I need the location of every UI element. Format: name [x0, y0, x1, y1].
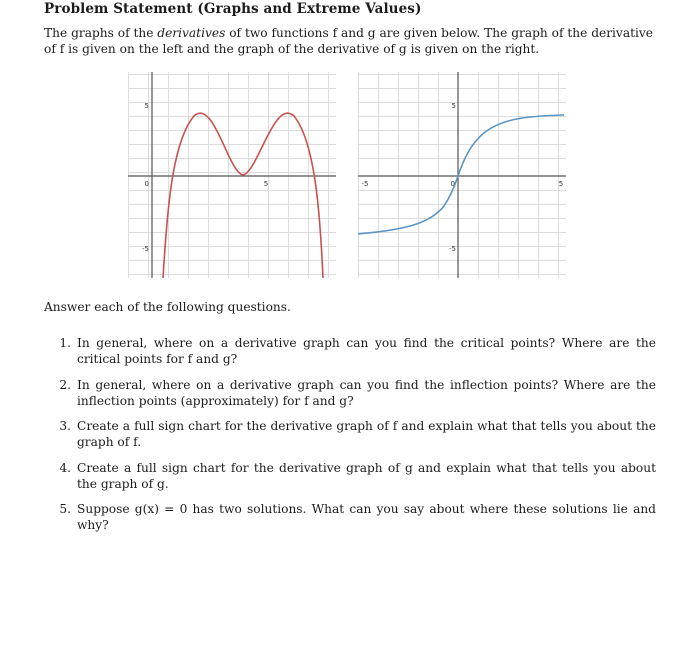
question-number: 3. — [59, 419, 71, 433]
graph-derivative-g — [358, 72, 566, 278]
graph-g-tick-label: -5 — [449, 245, 456, 253]
question-text: In general, where on a derivative graph can you find the critical points? Where are the critical points for f and g? — [77, 336, 656, 366]
question-item — [44, 418, 656, 450]
question-item — [44, 460, 656, 492]
question-item — [44, 501, 656, 533]
intro-text-2: of two functions f and g are given below. The graph of the derivative of f is given on the left and the graph of the derivative of g is given on the right. — [44, 26, 653, 56]
question-text: Create a full sign chart for the derivative graph of f and explain what that tells you about the graph of f. — [77, 419, 656, 449]
question-number: 1. — [59, 336, 71, 350]
graph-f-tick-label: 5 — [263, 180, 269, 188]
question-number: 4. — [59, 460, 71, 475]
graph-g-tick-label: 0 — [450, 180, 455, 188]
graph-f-svg — [128, 72, 336, 278]
graph-g-tick-label: 5 — [451, 102, 456, 110]
graph-g-grid — [358, 72, 566, 278]
answer-prompt: Answer each of the following questions. — [44, 300, 291, 314]
question-number: 2. — [59, 377, 71, 392]
graph-g-svg — [358, 72, 566, 278]
intro-emphasis: derivatives — [157, 26, 226, 40]
intro-text-1: The graphs of the — [44, 26, 158, 40]
graph-f-curve — [163, 113, 323, 278]
graph-f-tick-label: 0 — [144, 180, 149, 188]
question-number: 5. — [59, 502, 71, 516]
question-text: Suppose g(x) = 0 has two solutions. What can you say about where these solutions lie and why? — [77, 502, 656, 532]
problem-title: Problem Statement (Graphs and Extreme Values) — [44, 1, 422, 17]
question-item — [44, 377, 656, 409]
graph-g-tick-label: 5 — [558, 180, 564, 188]
graph-g-curve — [358, 115, 564, 234]
graph-f-tick-label: 5 — [144, 102, 149, 110]
intro-paragraph — [44, 25, 654, 57]
question-item — [44, 335, 656, 367]
graph-f-grid — [128, 72, 336, 278]
question-list — [44, 335, 656, 543]
graph-derivative-f — [128, 72, 336, 278]
graph-g-tick-label: -5 — [361, 180, 369, 188]
question-text: Create a full sign chart for the derivative graph of g and explain what that tells you about the graph of g. — [77, 460, 656, 491]
question-text: In general, where on a derivative graph can you find the inflection points? Where are the inflection points (approximately) for f and g? — [77, 377, 656, 408]
graph-f-tick-label: -5 — [142, 245, 149, 253]
